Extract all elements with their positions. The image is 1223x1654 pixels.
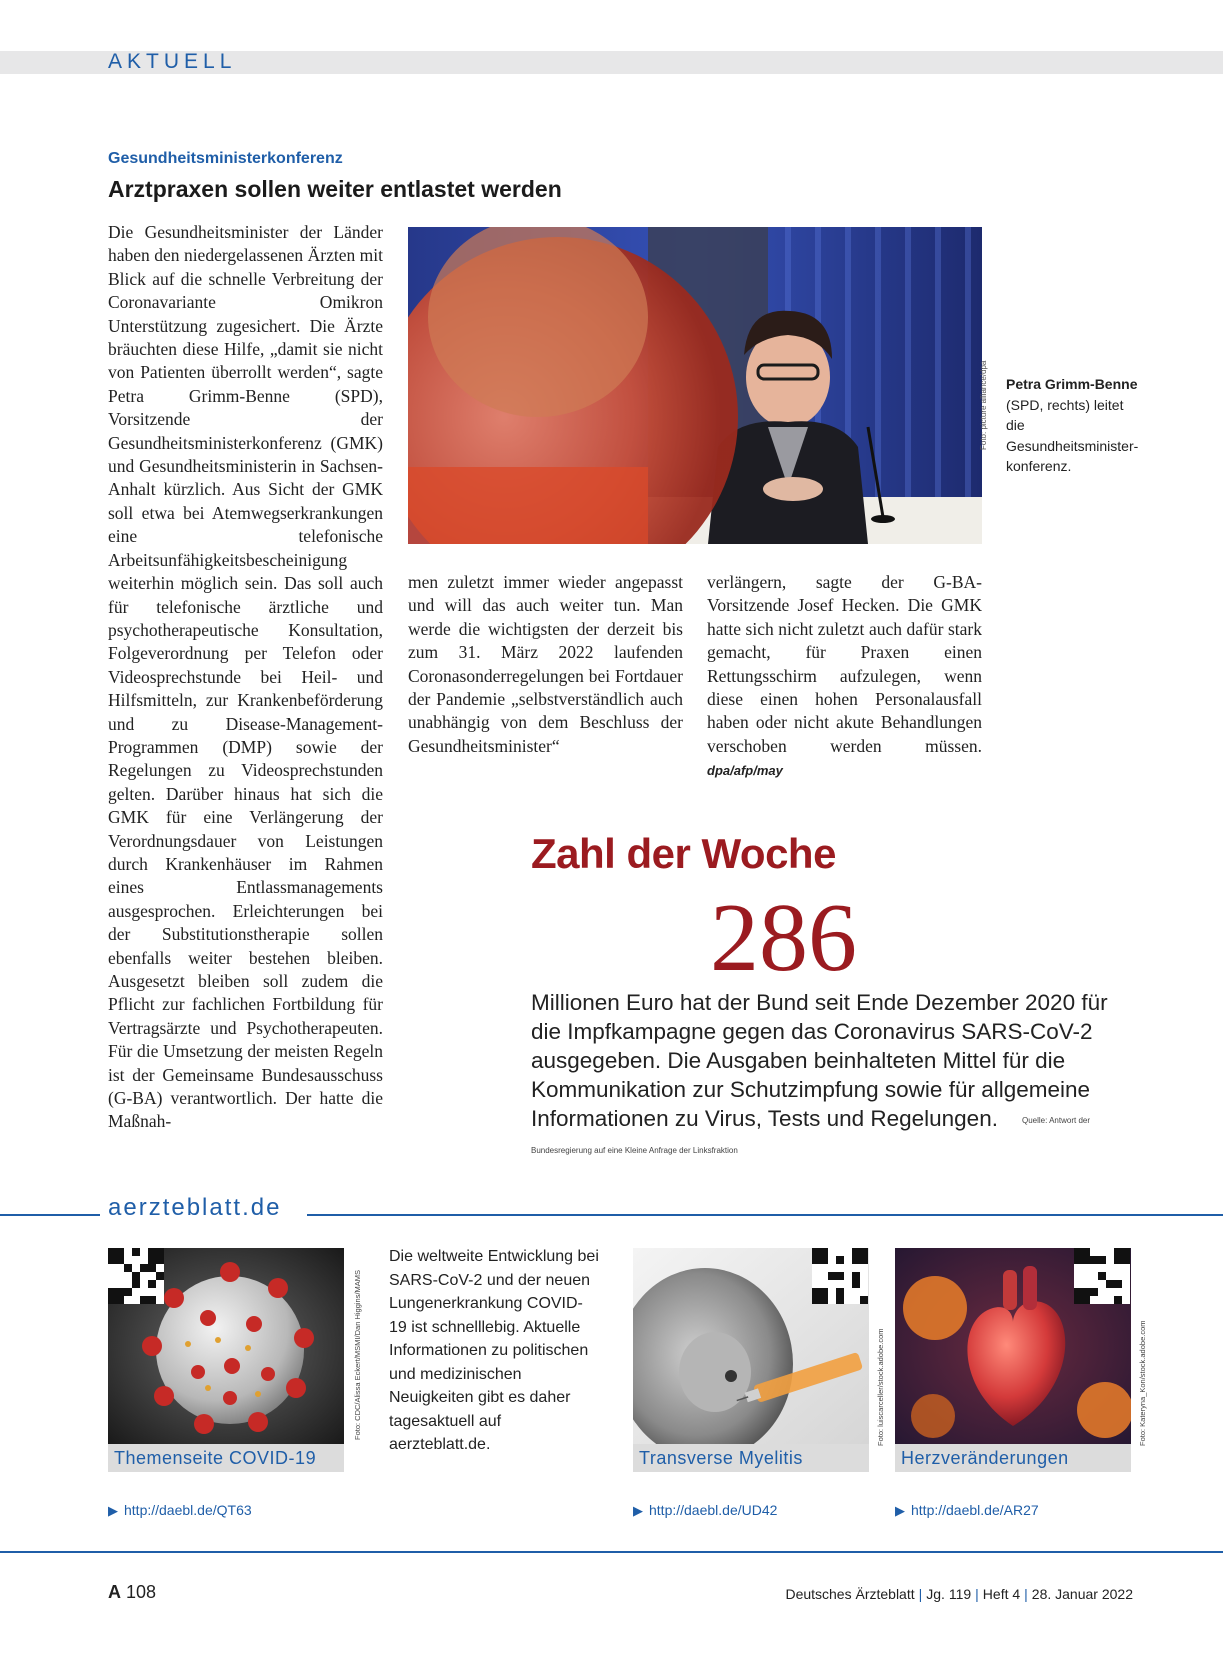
card-covid-url[interactable]: http://daebl.de/QT63: [124, 1502, 252, 1518]
zahl-der-woche-number: 286: [710, 884, 857, 992]
card-covid-title[interactable]: Themenseite COVID-19: [108, 1444, 344, 1472]
article-column-2: men zuletzt immer wieder angepasst und will das auch weiter tun. Man werde die wichtigsten der derzeit bis zum 31. März 2022 laufenden Coronasonderregelungen bei Fortdauer der Pandemie „selbstverständlich auch unabhängig von dem Beschluss der Gesundheitsminister“: [408, 572, 683, 756]
zahl-der-woche-title: Zahl der Woche: [531, 830, 836, 877]
column-3-text: verlängern, sagte der G-BA-Vorsitzende Josef Hecken. Die GMK hatte sich nicht zuletzt auch dafür stark gemacht, für Praxen einen Rettungsschirm aufzulegen, wenn diese einen hohen Personalausfall haben oder nicht akute Behandlungen verschoben werden müssen.: [707, 572, 982, 756]
footer-rule: [0, 1551, 1223, 1553]
card-covid-credit: Foto: CDC/Alissa Eckert/MSMI/Dan Higgins/MAMS: [353, 1269, 362, 1440]
qr-code-icon: [812, 1248, 868, 1304]
card-myelitis-link[interactable]: [633, 1502, 777, 1519]
page-prefix: A: [108, 1582, 121, 1602]
press-conference-photo: [408, 227, 982, 544]
caption-text: (SPD, rechts) leitet die Gesundheitsministerkonferenz.: [1006, 396, 1139, 474]
qr-code-icon: [1074, 1248, 1130, 1304]
page-number: [108, 1582, 156, 1603]
card-herz-link[interactable]: [895, 1502, 1039, 1519]
photo-caption: [1006, 374, 1146, 477]
article-kicker: Gesundheitsministerkonferenz: [108, 150, 343, 167]
aerzteblatt-rule-right: [307, 1214, 1223, 1216]
card-myelitis-url[interactable]: http://daebl.de/UD42: [649, 1502, 778, 1518]
card-covid-link[interactable]: [108, 1502, 252, 1519]
play-arrow-icon: ▶: [633, 1503, 643, 1518]
footer-journal: Deutsches Ärzteblatt: [785, 1586, 915, 1602]
footer-issue: Heft 4: [982, 1586, 1021, 1602]
card-myelitis-title[interactable]: Transverse Myelitis: [633, 1444, 869, 1472]
card-herz-url[interactable]: http://daebl.de/AR27: [911, 1502, 1039, 1518]
play-arrow-icon: ▶: [895, 1503, 905, 1518]
article-column-1: Die Gesundheitsminister der Länder haben den niedergelassenen Ärzten mit Blick auf die schnelle Verbreitung der Coronavariante Omikron Unterstützung zugesichert. Die Ärzte bräuchten diese Hilfe, „damit sie nicht von Patienten überrollt werden“, sagte Petra Grimm-Benne (SPD), Vorsitzende der Gesundheitsministerkonferenz (GMK) und Gesundheitsministerin in Sachsen-Anhalt kürzlich. Aus Sicht der GMK soll etwa bei Atemwegserkrankungen eine telefonische Arbeitsunfähigkeitsbescheinigung weiterhin möglich sein. Das soll auch für telefonische ärztliche und psychotherapeutische Konsultation, Folgeverordnung per Telefon oder Videosprechstunde bei Heil- und Hilfsmitteln, zur Krankenbeförderung und zu Disease-Management-Programmen (DMP) sowie der Regelungen zu Videosprechstunden gelten. Darüber hinaus hat sich die GMK für eine Verlängerung der Verordnungsdauer von Leistungen durch Krankenhäuser im Rahmen eines Entlassmanagements ausgesprochen. Erleichterungen bei der Substitutionstherapie sollen ebenfalls weiter bestehen bleiben. Ausgesetzt bleiben soll zudem die Pflicht zur fachlichen Fortbildung für Vertragsärzte und Psychotherapeuten. Für die Umsetzung der meisten Regeln ist der Gemeinsame Bundesausschuss (G-BA) verantwortlich. Der hatte die Maßnah-: [108, 222, 383, 1132]
article-photo: [408, 227, 982, 544]
article-column-3: [707, 571, 982, 783]
photo-credit: Foto: picture alliance/dpa: [979, 360, 988, 450]
article-byline: dpa/afp/may: [707, 763, 783, 779]
footer-date: 28. Januar 2022: [1031, 1586, 1133, 1602]
aerzteblatt-intro: Die weltweite Entwicklung bei SARS-CoV-2 und der neuen Lungenerkrankung COVID-19 ist schnelllebig. Aktuelle Informationen zu politischen und medizinischen Neuigkeiten gibt es daher tagesaktuell auf aerzteblatt.de.: [389, 1248, 599, 1453]
card-myelitis-credit: Foto: luiscarceller/stock.adobe.com: [876, 1328, 885, 1446]
page-number-value: 108: [126, 1582, 157, 1602]
section-label: AKTUELL: [108, 50, 237, 73]
zahl-der-woche-body: Millionen Euro hat der Bund seit Ende Dezember 2020 für die Impfkampagne gegen das Coronavirus SARS-CoV-2 ausgegeben. Die Ausgaben beinhalteten Mittel für die Kommunikation zur Schutzimpfung sowie für allgemeine Informationen zu Virus, Tests und Regelungen.: [531, 990, 1108, 1131]
footer-volume: Jg. 119: [926, 1586, 972, 1602]
card-herz-credit: Foto: Kateryna_Kon/stock.adobe.com: [1138, 1320, 1147, 1446]
article-headline: Arztpraxen sollen weiter entlastet werden: [108, 176, 562, 202]
caption-name: Petra Grimm-Benne: [1006, 376, 1138, 392]
footer-info: Deutsches Ärzteblatt | Jg. 119 | Heft 4 | 28. Januar 2022: [785, 1586, 1133, 1602]
card-herz-title[interactable]: Herzveränderungen: [895, 1444, 1131, 1472]
zahl-der-woche-source: Quelle: Antwort der Bundesregierung auf eine Kleine Anfrage der Linksfraktion: [531, 1115, 1091, 1156]
aerzteblatt-label: aerzteblatt.de: [108, 1194, 282, 1221]
zahl-der-woche-text: [531, 988, 1121, 1165]
aerzteblatt-rule-left: [0, 1214, 100, 1216]
play-arrow-icon: ▶: [108, 1503, 118, 1518]
qr-code-icon: [108, 1248, 164, 1304]
